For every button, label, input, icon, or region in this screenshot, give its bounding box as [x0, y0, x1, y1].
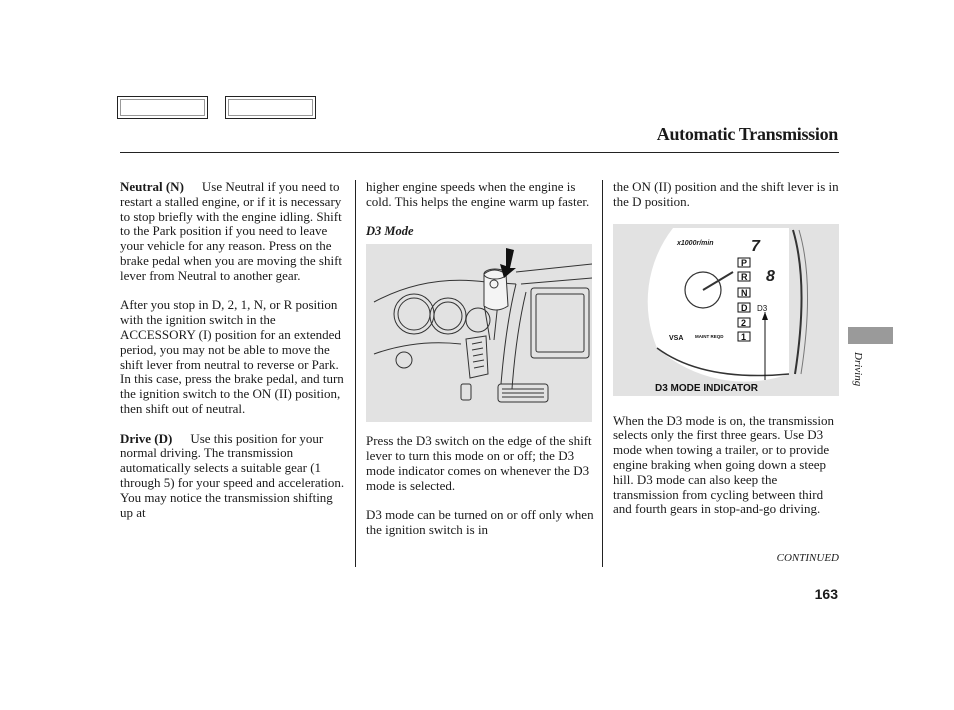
accessory-paragraph: After you stop in D, 2, 1, N, or R position with the ignition switch in the ACCESSORY (I) position for an extended period, you may not be able to move the shift lever from neutral to reverse or Park. In this case, press the brake pedal, and turn the ignition switch to the ON (II) position, then shift out of neutral. — [120, 297, 344, 416]
nav-box-previous[interactable] — [117, 96, 208, 119]
shift-lever-illustration — [366, 244, 592, 422]
nav-box-next[interactable] — [225, 96, 316, 119]
text-column-2 — [366, 180, 594, 553]
column-divider-1 — [355, 180, 356, 567]
column-divider-2 — [602, 180, 603, 567]
d3-mode-on-paragraph: When the D3 mode is on, the transmission selects only the first three gears. Use D3 mode when towing a trailer, or to provide engine braking when going down a steep hill. D3 mode can also keep the transmission from cycling between third and fourth gears in stop-and-go driving. — [613, 412, 834, 517]
tachometer-illustration — [613, 224, 839, 396]
rpm-unit-label: x1000r/min — [677, 239, 714, 247]
tick-7-label: 7 — [751, 237, 760, 255]
gear-p-label: P — [741, 257, 748, 268]
engine-warmup-paragraph: higher engine speeds when the engine is cold. This helps the engine warm up faster. — [366, 179, 590, 209]
neutral-paragraph — [120, 180, 346, 284]
page-number: 163 — [814, 586, 838, 602]
d3-indicator-lamp-label: D3 — [757, 303, 768, 313]
d3-mode-caption: D3 Mode — [366, 223, 414, 238]
drive-text: Use this position for your normal driving. The transmission automatically selects a suitable gear (1 through 5) for your speed and acceleration. You may notice the transmission shifting up at — [120, 430, 345, 520]
gear-2-label: 2 — [741, 317, 747, 328]
text-column-3 — [613, 180, 843, 532]
maint-reqd-label: MAINT REQD — [695, 333, 724, 339]
section-tab-marker — [848, 327, 893, 344]
neutral-term: Neutral (N) — [120, 179, 184, 194]
drive-term: Drive (D) — [120, 430, 173, 446]
drive-paragraph — [120, 432, 346, 521]
press-d3-paragraph: Press the D3 switch on the edge of the shift lever to turn this mode on or off; the D3 mode indicator comes on whenever the D3 mode is selected. — [366, 433, 592, 493]
section-side-label: Driving — [852, 352, 864, 387]
continued-label: CONTINUED — [776, 552, 839, 564]
ignition-continuation-paragraph: the ON (II) position and the shift lever is in the D position. — [613, 179, 839, 209]
shift-lever-drawing — [366, 244, 592, 422]
page-title: Automatic Transmission — [656, 124, 838, 144]
gear-1-label: 1 — [741, 331, 747, 342]
neutral-text: Use Neutral if you need to restart a stalled engine, or if it is necessary to stop briefly with the engine idling. Shift to the Park position if you need to leave your vehicle for any reason. Press on the brake pedal when you are moving the shift lever from Neutral to another gear. — [120, 179, 343, 283]
gear-r-label: R — [741, 271, 748, 282]
tick-8-label: 8 — [766, 267, 775, 285]
vsa-label: VSA — [669, 334, 684, 342]
text-column-1 — [120, 180, 346, 535]
d3-ignition-paragraph: D3 mode can be turned on or off only when the ignition switch is in — [366, 507, 594, 538]
d3-mode-indicator-label: D3 MODE INDICATOR — [655, 382, 758, 394]
tachometer-drawing — [613, 224, 839, 396]
gear-d-label: D — [741, 302, 748, 313]
gear-n-label: N — [741, 287, 748, 298]
title-divider — [120, 152, 839, 153]
